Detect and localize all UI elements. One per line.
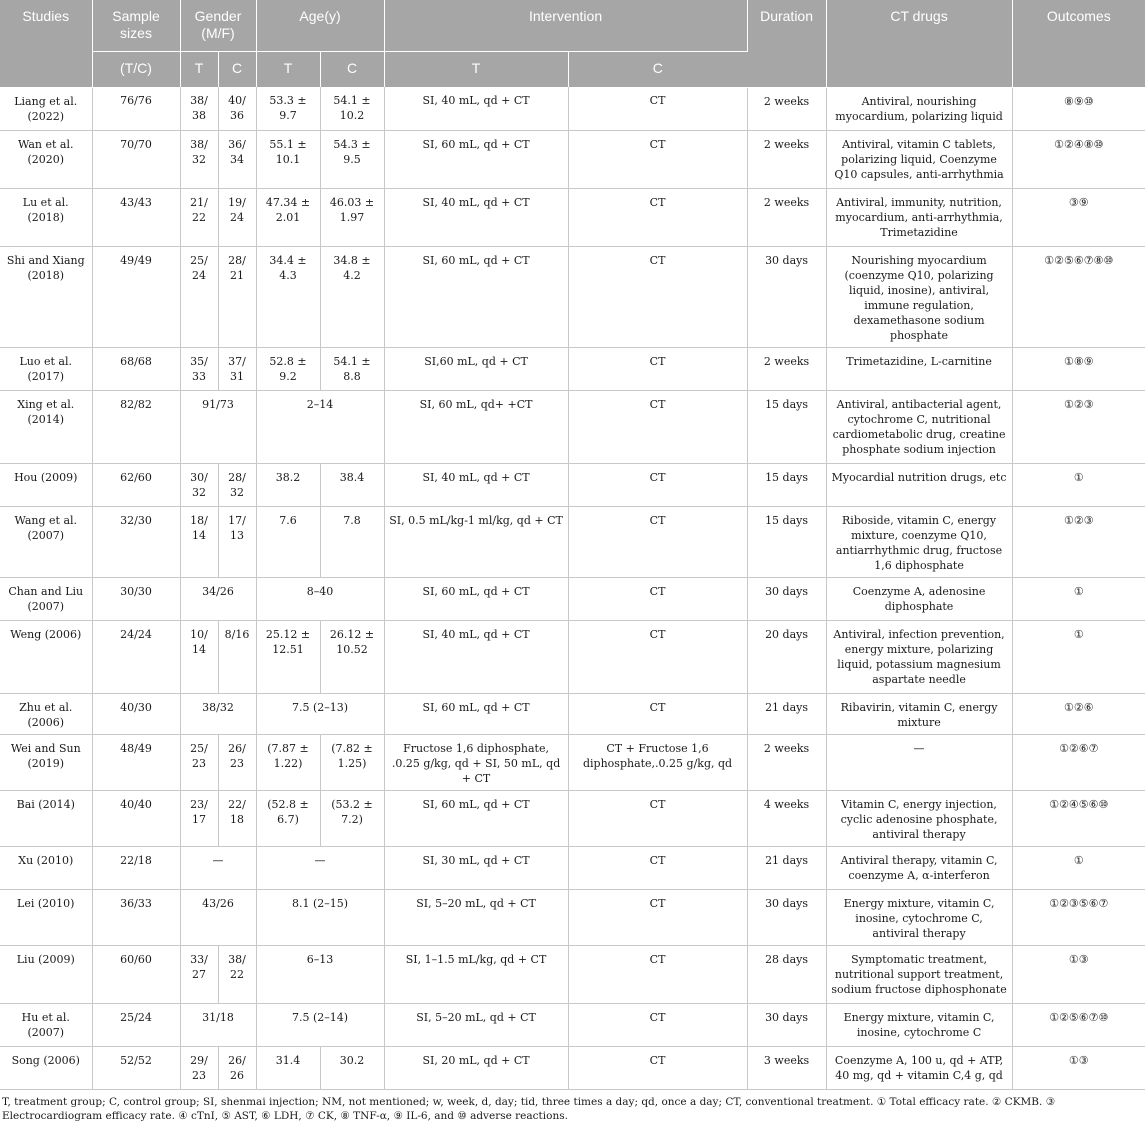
cell-intervention-t: SI, 40 mL, qd + CT [384, 620, 568, 693]
cell-intervention-c: CT [568, 87, 747, 130]
cell-duration: 2 weeks [747, 734, 826, 790]
cell-study: Wan et al. (2020) [0, 130, 92, 188]
cell-intervention-t: SI, 20 mL, qd + CT [384, 1046, 568, 1089]
cell-ct-drugs: Antiviral, immunity, nutrition, myocardium, anti-arrhythmia, Trimetazidine [826, 188, 1012, 246]
cell-age-c: 30.2 [320, 1046, 384, 1089]
cell-age-c: 34.8 ± 4.2 [320, 246, 384, 347]
cell-gender-c: 28/ 21 [218, 246, 256, 347]
cell-duration: 21 days [747, 693, 826, 734]
table-row [0, 577, 1145, 620]
cell-duration: 4 weeks [747, 790, 826, 846]
cell-duration: 2 weeks [747, 347, 826, 390]
cell-sample-size: 52/52 [92, 1046, 180, 1089]
table-header [0, 0, 1145, 87]
cell-sample-size: 62/60 [92, 463, 180, 506]
cell-sample-size: 22/18 [92, 846, 180, 889]
cell-intervention-t: SI, 5–20 mL, qd + CT [384, 889, 568, 945]
col-gender: Gender (M/F) [180, 0, 256, 52]
cell-gender-t: 35/ 33 [180, 347, 218, 390]
cell-age-c: 54.3 ± 9.5 [320, 130, 384, 188]
cell-study: Wei and Sun (2019) [0, 734, 92, 790]
cell-study: Zhu et al. (2006) [0, 693, 92, 734]
cell-age-c: 54.1 ± 10.2 [320, 87, 384, 130]
cell-gender: 91/73 [180, 390, 256, 463]
col-outcomes: Outcomes [1012, 0, 1145, 87]
cell-gender-t: 25/ 24 [180, 246, 218, 347]
cell-ct-drugs: Energy mixture, vitamin C, inosine, cytochrome C, antiviral therapy [826, 889, 1012, 945]
cell-intervention-c: CT [568, 506, 747, 577]
col-intervention: Intervention [384, 0, 747, 52]
cell-outcomes: ① [1012, 577, 1145, 620]
col-sample-sizes: Sample sizes [92, 0, 180, 52]
cell-ct-drugs: Symptomatic treatment, nutritional support treatment, sodium fructose diphosphonate [826, 945, 1012, 1003]
cell-gender-c: 8/16 [218, 620, 256, 693]
cell-gender: — [180, 846, 256, 889]
cell-intervention-t: SI, 40 mL, qd + CT [384, 463, 568, 506]
cell-study: Hou (2009) [0, 463, 92, 506]
cell-age-t: 52.8 ± 9.2 [256, 347, 320, 390]
cell-outcomes: ①②⑤⑥⑦⑩ [1012, 1003, 1145, 1046]
cell-ct-drugs: Energy mixture, vitamin C, inosine, cytochrome C [826, 1003, 1012, 1046]
cell-gender-c: 17/ 13 [218, 506, 256, 577]
table-row [0, 889, 1145, 945]
cell-duration: 2 weeks [747, 87, 826, 130]
cell-study: Lu et al. (2018) [0, 188, 92, 246]
cell-gender-c: 19/ 24 [218, 188, 256, 246]
subcol-age-t: T [256, 52, 320, 88]
cell-sample-size: 60/60 [92, 945, 180, 1003]
cell-intervention-c: CT [568, 889, 747, 945]
cell-age-t: 38.2 [256, 463, 320, 506]
cell-study: Luo et al. (2017) [0, 347, 92, 390]
cell-intervention-t: SI, 0.5 mL/kg-1 ml/kg, qd + CT [384, 506, 568, 577]
cell-intervention-t: SI, 40 mL, qd + CT [384, 87, 568, 130]
cell-intervention-t: SI, 40 mL, qd + CT [384, 188, 568, 246]
subcol-age-c: C [320, 52, 384, 88]
cell-duration: 30 days [747, 577, 826, 620]
cell-study: Chan and Liu (2007) [0, 577, 92, 620]
cell-duration: 2 weeks [747, 188, 826, 246]
cell-outcomes: ①②⑥⑦ [1012, 734, 1145, 790]
cell-age: 7.5 (2–13) [256, 693, 384, 734]
table-row [0, 734, 1145, 790]
cell-age-t: 47.34 ± 2.01 [256, 188, 320, 246]
cell-duration: 3 weeks [747, 1046, 826, 1089]
cell-study: Liang et al. (2022) [0, 87, 92, 130]
cell-age-c: 7.8 [320, 506, 384, 577]
cell-age-c: 46.03 ± 1.97 [320, 188, 384, 246]
cell-intervention-c: CT + Fructose 1,6 diphosphate,.0.25 g/kg, qd [568, 734, 747, 790]
cell-ct-drugs: — [826, 734, 1012, 790]
cell-intervention-t: SI, 60 mL, qd+ +CT [384, 390, 568, 463]
cell-outcomes: ①②④⑤⑥⑩ [1012, 790, 1145, 846]
subcol-intervention-c: C [568, 52, 747, 88]
cell-outcomes: ①③ [1012, 1046, 1145, 1089]
cell-gender-c: 22/ 18 [218, 790, 256, 846]
table-row [0, 87, 1145, 130]
cell-study: Xing et al. (2014) [0, 390, 92, 463]
cell-ct-drugs: Vitamin C, energy injection, cyclic adenosine phosphate, antiviral therapy [826, 790, 1012, 846]
table-row [0, 188, 1145, 246]
cell-sample-size: 76/76 [92, 87, 180, 130]
cell-outcomes: ①②⑥ [1012, 693, 1145, 734]
cell-age-t: (7.87 ± 1.22) [256, 734, 320, 790]
cell-ct-drugs: Trimetazidine, L-carnitine [826, 347, 1012, 390]
cell-intervention-t: SI, 1–1.5 mL/kg, qd + CT [384, 945, 568, 1003]
cell-ct-drugs: Antiviral, vitamin C tablets, polarizing liquid, Coenzyme Q10 capsules, anti-arrhythmia [826, 130, 1012, 188]
cell-age: 8–40 [256, 577, 384, 620]
cell-intervention-c: CT [568, 693, 747, 734]
cell-gender: 38/32 [180, 693, 256, 734]
cell-study: Bai (2014) [0, 790, 92, 846]
cell-intervention-c: CT [568, 390, 747, 463]
cell-gender-t: 38/ 38 [180, 87, 218, 130]
cell-sample-size: 68/68 [92, 347, 180, 390]
cell-intervention-c: CT [568, 1003, 747, 1046]
cell-ct-drugs: Myocardial nutrition drugs, etc [826, 463, 1012, 506]
cell-outcomes: ⑧⑨⑩ [1012, 87, 1145, 130]
cell-age-c: 38.4 [320, 463, 384, 506]
cell-duration: 2 weeks [747, 130, 826, 188]
cell-outcomes: ①②④⑧⑩ [1012, 130, 1145, 188]
cell-sample-size: 36/33 [92, 889, 180, 945]
table-row [0, 945, 1145, 1003]
cell-sample-size: 82/82 [92, 390, 180, 463]
cell-age-c: (53.2 ± 7.2) [320, 790, 384, 846]
cell-ct-drugs: Coenzyme A, adenosine diphosphate [826, 577, 1012, 620]
cell-outcomes: ③⑨ [1012, 188, 1145, 246]
col-ct-drugs: CT drugs [826, 0, 1012, 87]
cell-duration: 21 days [747, 846, 826, 889]
cell-intervention-c: CT [568, 1046, 747, 1089]
cell-gender-t: 21/ 22 [180, 188, 218, 246]
cell-study: Hu et al. (2007) [0, 1003, 92, 1046]
cell-sample-size: 40/40 [92, 790, 180, 846]
cell-age-t: (52.8 ± 6.7) [256, 790, 320, 846]
cell-duration: 28 days [747, 945, 826, 1003]
cell-sample-size: 48/49 [92, 734, 180, 790]
cell-intervention-c: CT [568, 246, 747, 347]
cell-duration: 20 days [747, 620, 826, 693]
cell-intervention-t: Fructose 1,6 diphosphate, .0.25 g/kg, qd + SI, 50 mL, qd + CT [384, 734, 568, 790]
table-row [0, 620, 1145, 693]
cell-sample-size: 32/30 [92, 506, 180, 577]
table-row [0, 506, 1145, 577]
cell-age: — [256, 846, 384, 889]
col-studies: Studies [0, 0, 92, 87]
table-row [0, 246, 1145, 347]
cell-gender: 31/18 [180, 1003, 256, 1046]
cell-intervention-c: CT [568, 945, 747, 1003]
cell-intervention-c: CT [568, 846, 747, 889]
cell-gender-c: 28/ 32 [218, 463, 256, 506]
cell-duration: 15 days [747, 463, 826, 506]
cell-gender-c: 40/ 36 [218, 87, 256, 130]
table-row [0, 790, 1145, 846]
cell-duration: 30 days [747, 246, 826, 347]
cell-sample-size: 40/30 [92, 693, 180, 734]
cell-intervention-t: SI, 60 mL, qd + CT [384, 246, 568, 347]
cell-age: 7.5 (2–14) [256, 1003, 384, 1046]
table-row [0, 693, 1145, 734]
cell-outcomes: ① [1012, 463, 1145, 506]
cell-intervention-t: SI, 5–20 mL, qd + CT [384, 1003, 568, 1046]
cell-gender-t: 33/ 27 [180, 945, 218, 1003]
cell-age-c: 26.12 ± 10.52 [320, 620, 384, 693]
cell-age-t: 53.3 ± 9.7 [256, 87, 320, 130]
cell-intervention-t: SI,60 mL, qd + CT [384, 347, 568, 390]
cell-intervention-c: CT [568, 790, 747, 846]
cell-gender-c: 26/ 23 [218, 734, 256, 790]
subcol-intervention-t: T [384, 52, 568, 88]
table-row [0, 347, 1145, 390]
cell-study: Liu (2009) [0, 945, 92, 1003]
cell-duration: 30 days [747, 1003, 826, 1046]
col-duration: Duration [747, 0, 826, 87]
cell-study: Song (2006) [0, 1046, 92, 1089]
cell-sample-size: 49/49 [92, 246, 180, 347]
cell-gender-c: 26/ 26 [218, 1046, 256, 1089]
cell-gender-t: 23/ 17 [180, 790, 218, 846]
cell-outcomes: ①②⑤⑥⑦⑧⑩ [1012, 246, 1145, 347]
cell-age: 2–14 [256, 390, 384, 463]
table-row [0, 1003, 1145, 1046]
cell-gender-c: 37/ 31 [218, 347, 256, 390]
col-age: Age(y) [256, 0, 384, 52]
cell-intervention-t: SI, 60 mL, qd + CT [384, 790, 568, 846]
cell-duration: 30 days [747, 889, 826, 945]
cell-ct-drugs: Antiviral, antibacterial agent, cytochrome C, nutritional cardiometabolic drug, creatine phosphate sodium injection [826, 390, 1012, 463]
cell-intervention-t: SI, 60 mL, qd + CT [384, 130, 568, 188]
cell-intervention-c: CT [568, 463, 747, 506]
cell-ct-drugs: Antiviral, infection prevention, energy mixture, polarizing liquid, potassium magnesium aspartate needle [826, 620, 1012, 693]
cell-gender: 43/26 [180, 889, 256, 945]
cell-age-t: 34.4 ± 4.3 [256, 246, 320, 347]
cell-outcomes: ①③ [1012, 945, 1145, 1003]
cell-study: Weng (2006) [0, 620, 92, 693]
cell-age-c: (7.82 ± 1.25) [320, 734, 384, 790]
cell-age-t: 55.1 ± 10.1 [256, 130, 320, 188]
cell-outcomes: ①②③ [1012, 390, 1145, 463]
cell-outcomes: ①②③⑤⑥⑦ [1012, 889, 1145, 945]
cell-ct-drugs: Antiviral therapy, vitamin C, coenzyme A, α-interferon [826, 846, 1012, 889]
cell-gender-t: 29/ 23 [180, 1046, 218, 1089]
cell-outcomes: ①⑧⑨ [1012, 347, 1145, 390]
cell-ct-drugs: Nourishing myocardium (coenzyme Q10, polarizing liquid, inosine), antiviral, immune regulation, dexamethasone sodium phosphate [826, 246, 1012, 347]
cell-duration: 15 days [747, 506, 826, 577]
cell-age-t: 31.4 [256, 1046, 320, 1089]
cell-sample-size: 30/30 [92, 577, 180, 620]
cell-gender-t: 38/ 32 [180, 130, 218, 188]
cell-gender-t: 25/ 23 [180, 734, 218, 790]
cell-age: 8.1 (2–15) [256, 889, 384, 945]
cell-intervention-c: CT [568, 130, 747, 188]
cell-sample-size: 43/43 [92, 188, 180, 246]
cell-outcomes: ①②③ [1012, 506, 1145, 577]
cell-gender-c: 36/ 34 [218, 130, 256, 188]
cell-study: Wang et al. (2007) [0, 506, 92, 577]
cell-intervention-c: CT [568, 347, 747, 390]
cell-duration: 15 days [747, 390, 826, 463]
table-row [0, 1046, 1145, 1089]
cell-gender-t: 18/ 14 [180, 506, 218, 577]
cell-gender-c: 38/ 22 [218, 945, 256, 1003]
subcol-gender-t: T [180, 52, 218, 88]
cell-intervention-t: SI, 30 mL, qd + CT [384, 846, 568, 889]
cell-intervention-t: SI, 60 mL, qd + CT [384, 577, 568, 620]
cell-intervention-c: CT [568, 188, 747, 246]
cell-sample-size: 24/24 [92, 620, 180, 693]
cell-age-t: 25.12 ± 12.51 [256, 620, 320, 693]
cell-gender-t: 30/ 32 [180, 463, 218, 506]
table-row [0, 390, 1145, 463]
subcol-sample-tc: (T/C) [92, 52, 180, 88]
table-row [0, 463, 1145, 506]
cell-intervention-c: CT [568, 620, 747, 693]
cell-study: Xu (2010) [0, 846, 92, 889]
cell-gender-t: 10/ 14 [180, 620, 218, 693]
cell-gender: 34/26 [180, 577, 256, 620]
cell-ct-drugs: Riboside, vitamin C, energy mixture, coenzyme Q10, antiarrhythmic drug, fructose 1,6 diphosphate [826, 506, 1012, 577]
cell-age: 6–13 [256, 945, 384, 1003]
cell-sample-size: 70/70 [92, 130, 180, 188]
table-body [0, 87, 1145, 1089]
table-footnote: T, treatment group; C, control group; SI, shenmai injection; NM, not mentioned; w, week, d, day; tid, three times a day; qd, once a day; CT, conventional treatment. ① Total efficacy rate. ② CKMB. ③ Electrocardiogram efficacy rate. ④ cTnI, ⑤ AST, ⑥ LDH, ⑦ CK, ⑧ TNF-α, ⑨ IL-6, and ⑩ adverse reactions. [2, 1095, 1056, 1122]
cell-sample-size: 25/24 [92, 1003, 180, 1046]
table-row [0, 846, 1145, 889]
cell-ct-drugs: Coenzyme A, 100 u, qd + ATP, 40 mg, qd + vitamin C,4 g, qd [826, 1046, 1012, 1089]
cell-age-t: 7.6 [256, 506, 320, 577]
subcol-gender-c: C [218, 52, 256, 88]
cell-study: Lei (2010) [0, 889, 92, 945]
cell-intervention-t: SI, 60 mL, qd + CT [384, 693, 568, 734]
cell-ct-drugs: Ribavirin, vitamin C, energy mixture [826, 693, 1012, 734]
table-row [0, 130, 1145, 188]
cell-age-c: 54.1 ± 8.8 [320, 347, 384, 390]
cell-study: Shi and Xiang (2018) [0, 246, 92, 347]
cell-intervention-c: CT [568, 577, 747, 620]
cell-outcomes: ① [1012, 620, 1145, 693]
cell-ct-drugs: Antiviral, nourishing myocardium, polarizing liquid [826, 87, 1012, 130]
cell-outcomes: ① [1012, 846, 1145, 889]
